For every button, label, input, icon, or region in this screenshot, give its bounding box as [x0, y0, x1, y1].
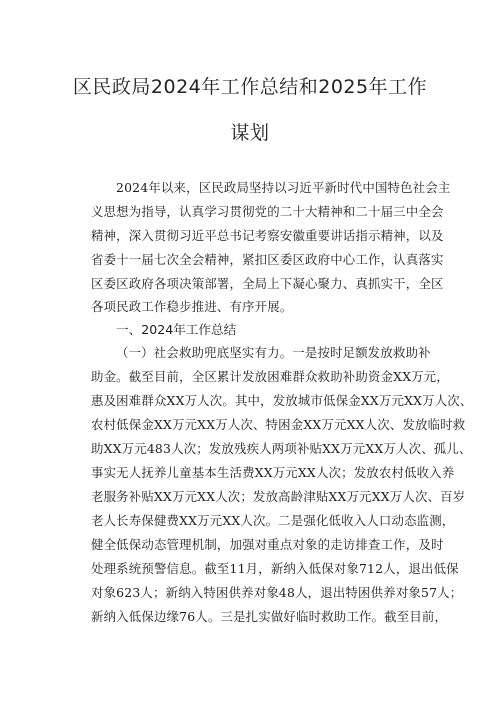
- section-line: 惠及困难群众XX万人次。其中，发放城市低保金XX万元XX万人次、: [91, 393, 473, 408]
- section-line: 事实无人抚养儿童基本生活费XX万元XX人次；发放农村低收入养: [91, 465, 455, 480]
- section-line: 处理系统预警信息。截至11月，新纳入低保对象712人，退出低保: [91, 561, 459, 576]
- intro-line: 区委区政府各项决策部署，全局上下凝心聚力、真抓实干，全区: [91, 276, 444, 291]
- intro-line: 省委十一届七次全会精神，紧扣区委区政府中心工作，认真落实: [91, 252, 444, 267]
- section-line: 农村低保金XX万元XX万人次、特困金XX万元XX人次、发放临时救: [91, 417, 466, 432]
- section-line: 老服务补贴XX万元XX人次；发放高龄津贴XX万元XX万人次、百岁: [91, 489, 466, 504]
- section-line: 助金。截至目前，全区累计发放困难群众救助补助资金XX万元，: [91, 369, 449, 384]
- section-heading: 一、2024年工作总结: [116, 322, 237, 337]
- section-line: 对象623人；新纳入特困供养对象48人，退出特困供养对象57人；: [91, 585, 463, 600]
- document-title-line-1: 区民政局2024年工作总结和2025年工作: [72, 76, 428, 98]
- intro-line: 各项民政工作稳步推进、有序开展。: [91, 299, 293, 314]
- section-line: 助XX万元483人次；发放残疾人两项补贴XX万元XX万人次、孤儿、: [91, 441, 472, 456]
- section-line: 老人长寿保健费XX万元XX人次。二是强化低收入人口动态监测，: [91, 513, 455, 528]
- document-title-line-2: 谋划: [230, 122, 270, 144]
- section-line: 新纳入低保边缘76人。三是扎实做好临时救助工作。截至目前，: [91, 609, 448, 624]
- intro-line: 2024年以来，区民政局坚持以习近平新时代中国特色社会主: [116, 180, 451, 195]
- intro-line: 义思想为指导，认真学习贯彻党的二十大精神和二十届三中全会: [91, 204, 444, 219]
- intro-line: 精神，深入贯彻习近平总书记考察安徽重要讲话指示精神，以及: [91, 228, 444, 243]
- section-line: （一）社会救助兜底坚实有力。一是按时足额发放救助补: [116, 345, 431, 360]
- section-line: 健全低保动态管理机制，加强对重点对象的走访排查工作，及时: [91, 537, 444, 552]
